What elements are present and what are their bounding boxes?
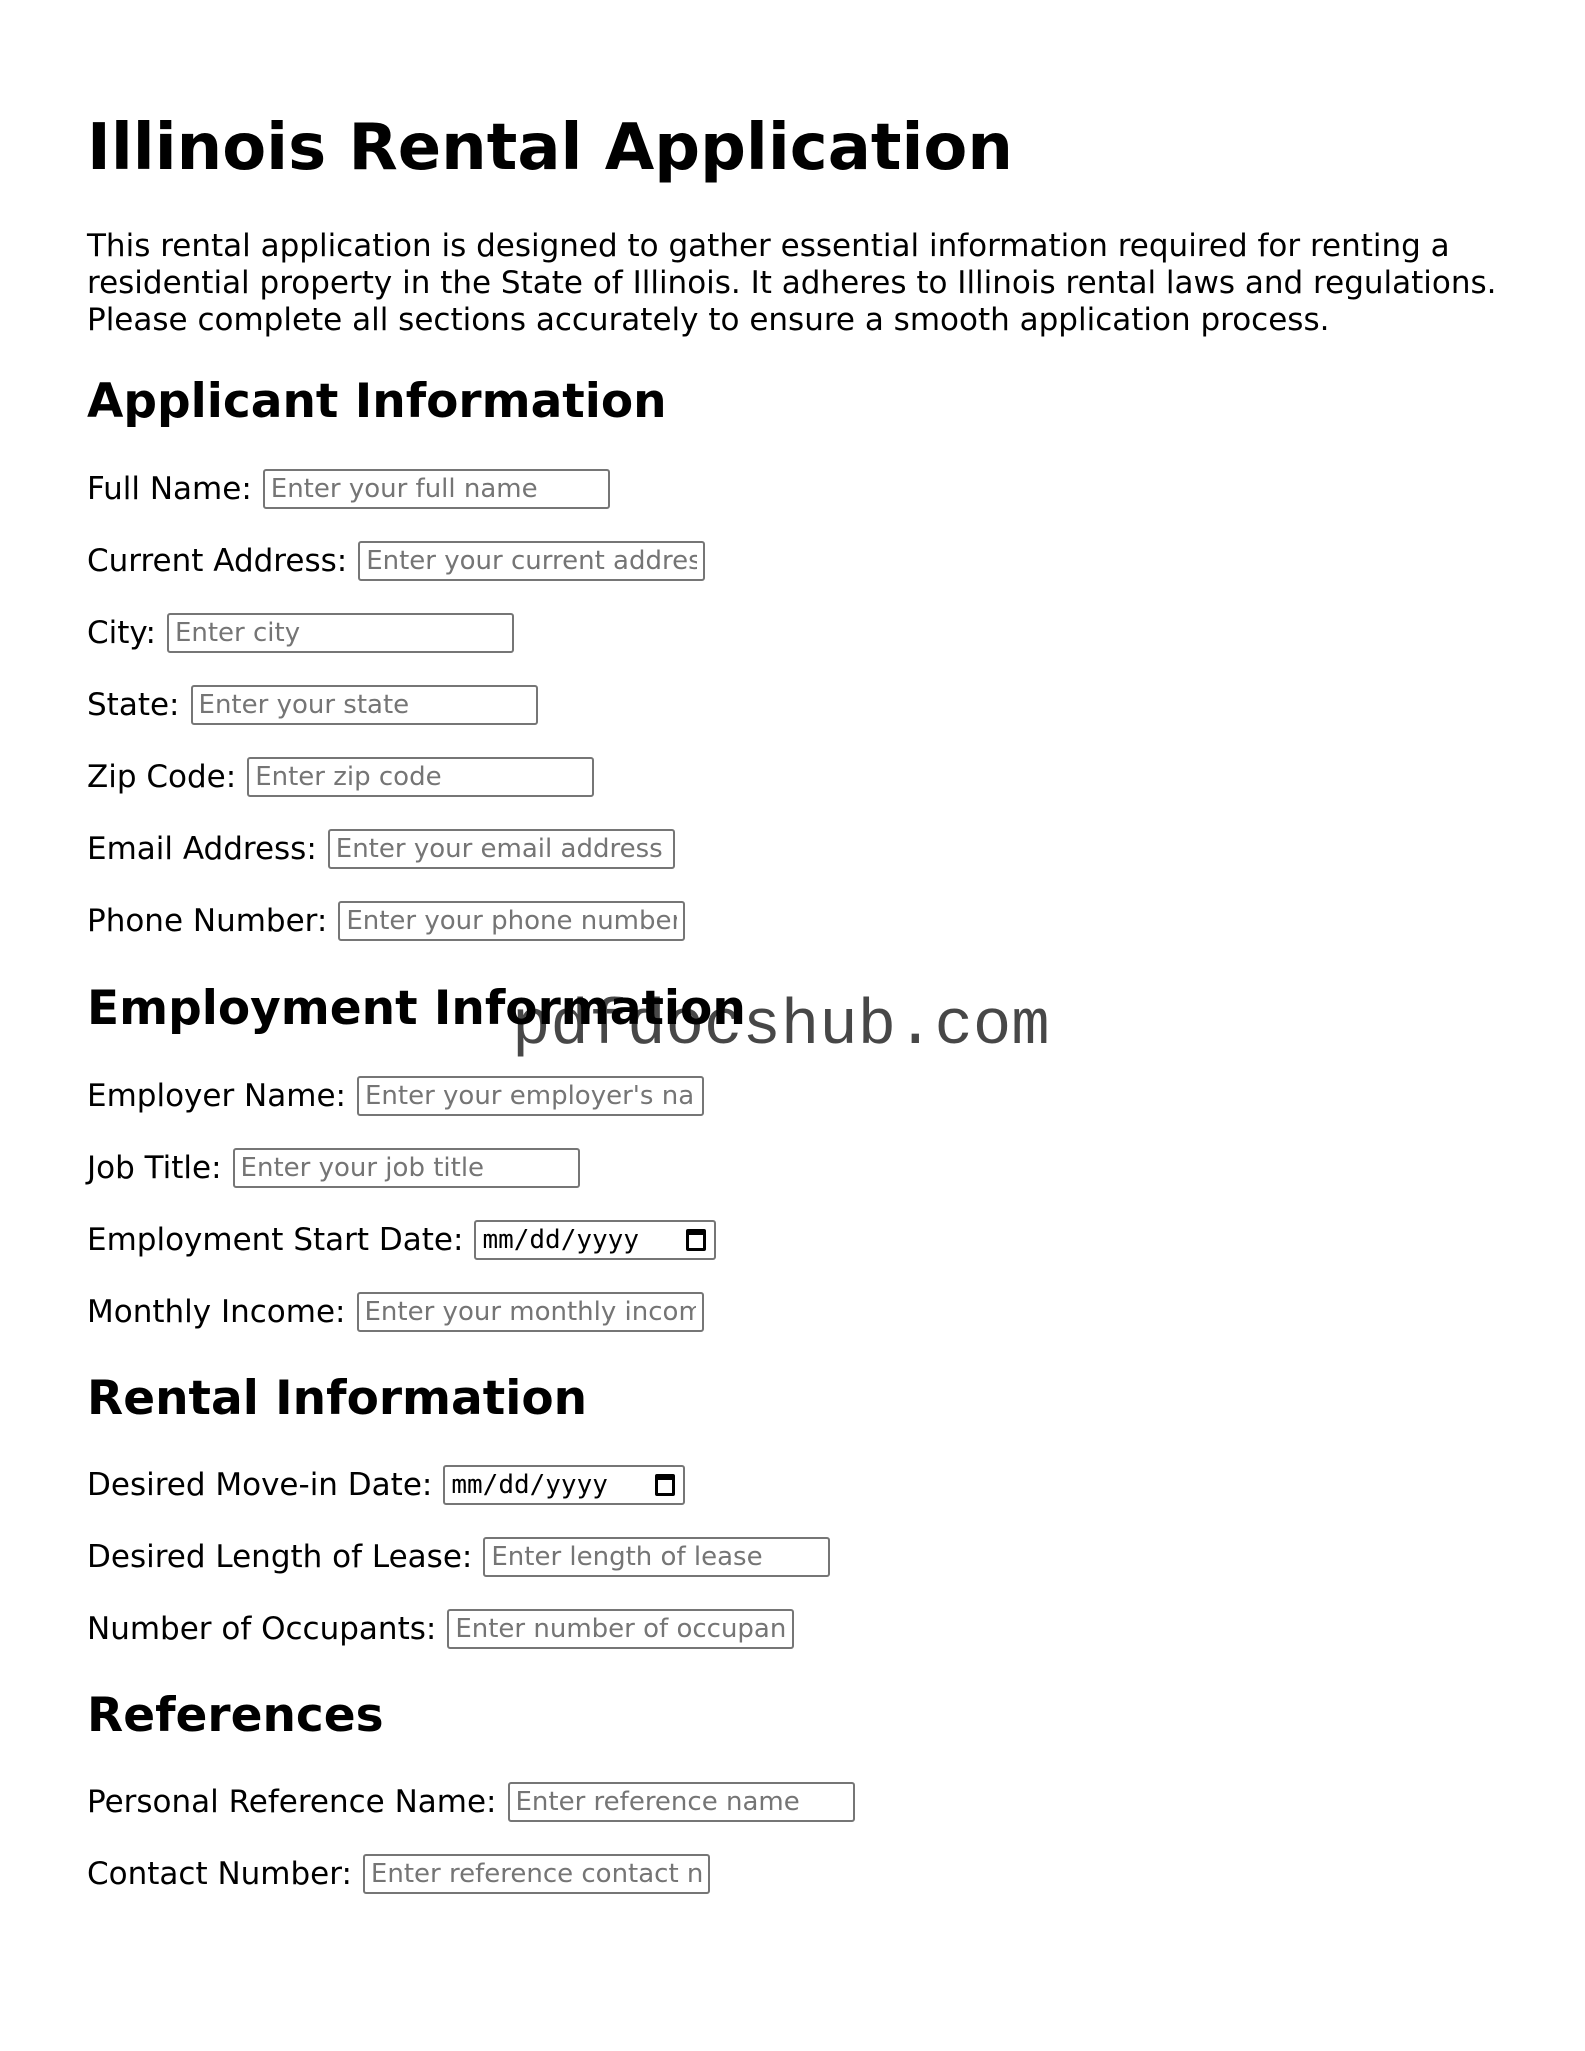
monthly-income-row [87, 1292, 704, 1332]
employer-name-row [87, 1076, 704, 1116]
job-title-row [87, 1148, 580, 1188]
calendar-icon[interactable] [655, 1474, 675, 1496]
move-in-date-row [87, 1465, 685, 1505]
monthly-income-input[interactable] [357, 1292, 704, 1332]
zip-code-label: Zip Code: [87, 759, 237, 795]
city-input[interactable] [167, 613, 514, 653]
lease-length-label: Desired Length of Lease: [87, 1539, 473, 1575]
occupants-input[interactable] [447, 1609, 794, 1649]
move-in-date-input[interactable] [443, 1465, 685, 1505]
lease-length-row [87, 1537, 830, 1577]
page-title: Illinois Rental Application [87, 111, 1013, 185]
occupants-label: Number of Occupants: [87, 1611, 437, 1647]
current-address-row [87, 541, 705, 581]
phone-row [87, 901, 685, 941]
employment-start-date-value: mm/dd/yyyy [482, 1225, 639, 1255]
job-title-label: Job Title: [87, 1150, 222, 1186]
employer-name-input[interactable] [357, 1076, 704, 1116]
intro-text: This rental application is designed to gather essential information required for renting a residential property in the State of Illinois. It adheres to Illinois rental laws and regulations. Please complete all sections accurately to ensure a smooth application process. [87, 228, 1497, 338]
full-name-row [87, 469, 610, 509]
city-row [87, 613, 514, 653]
move-in-date-value: mm/dd/yyyy [451, 1470, 608, 1500]
zip-code-row [87, 757, 594, 797]
zip-code-input[interactable] [247, 757, 594, 797]
monthly-income-label: Monthly Income: [87, 1294, 346, 1330]
employment-start-date-row [87, 1220, 716, 1260]
phone-input[interactable] [338, 901, 685, 941]
email-label: Email Address: [87, 831, 317, 867]
current-address-input[interactable] [358, 541, 705, 581]
section-heading-applicant: Applicant Information [87, 374, 667, 429]
state-row [87, 685, 538, 725]
employment-start-date-input[interactable] [474, 1220, 716, 1260]
reference-name-input[interactable] [508, 1782, 855, 1822]
state-label: State: [87, 687, 180, 723]
watermark: pdfdocshub.com [512, 991, 1050, 1063]
contact-number-label: Contact Number: [87, 1856, 352, 1892]
phone-label: Phone Number: [87, 903, 328, 939]
full-name-input[interactable] [263, 469, 610, 509]
job-title-input[interactable] [233, 1148, 580, 1188]
employer-name-label: Employer Name: [87, 1078, 346, 1114]
employment-start-date-label: Employment Start Date: [87, 1222, 464, 1258]
occupants-row [87, 1609, 794, 1649]
current-address-label: Current Address: [87, 543, 348, 579]
state-input[interactable] [191, 685, 538, 725]
full-name-label: Full Name: [87, 471, 252, 507]
city-label: City: [87, 615, 156, 651]
calendar-icon[interactable] [686, 1229, 706, 1251]
lease-length-input[interactable] [483, 1537, 830, 1577]
section-heading-rental: Rental Information [87, 1371, 588, 1426]
section-heading-employment: Employment Information [87, 981, 746, 1036]
reference-name-row [87, 1782, 855, 1822]
email-row [87, 829, 675, 869]
contact-number-input[interactable] [363, 1854, 710, 1894]
section-heading-references: References [87, 1688, 384, 1743]
reference-name-label: Personal Reference Name: [87, 1784, 497, 1820]
email-input[interactable] [328, 829, 675, 869]
move-in-date-label: Desired Move-in Date: [87, 1467, 433, 1503]
contact-number-row [87, 1854, 710, 1894]
